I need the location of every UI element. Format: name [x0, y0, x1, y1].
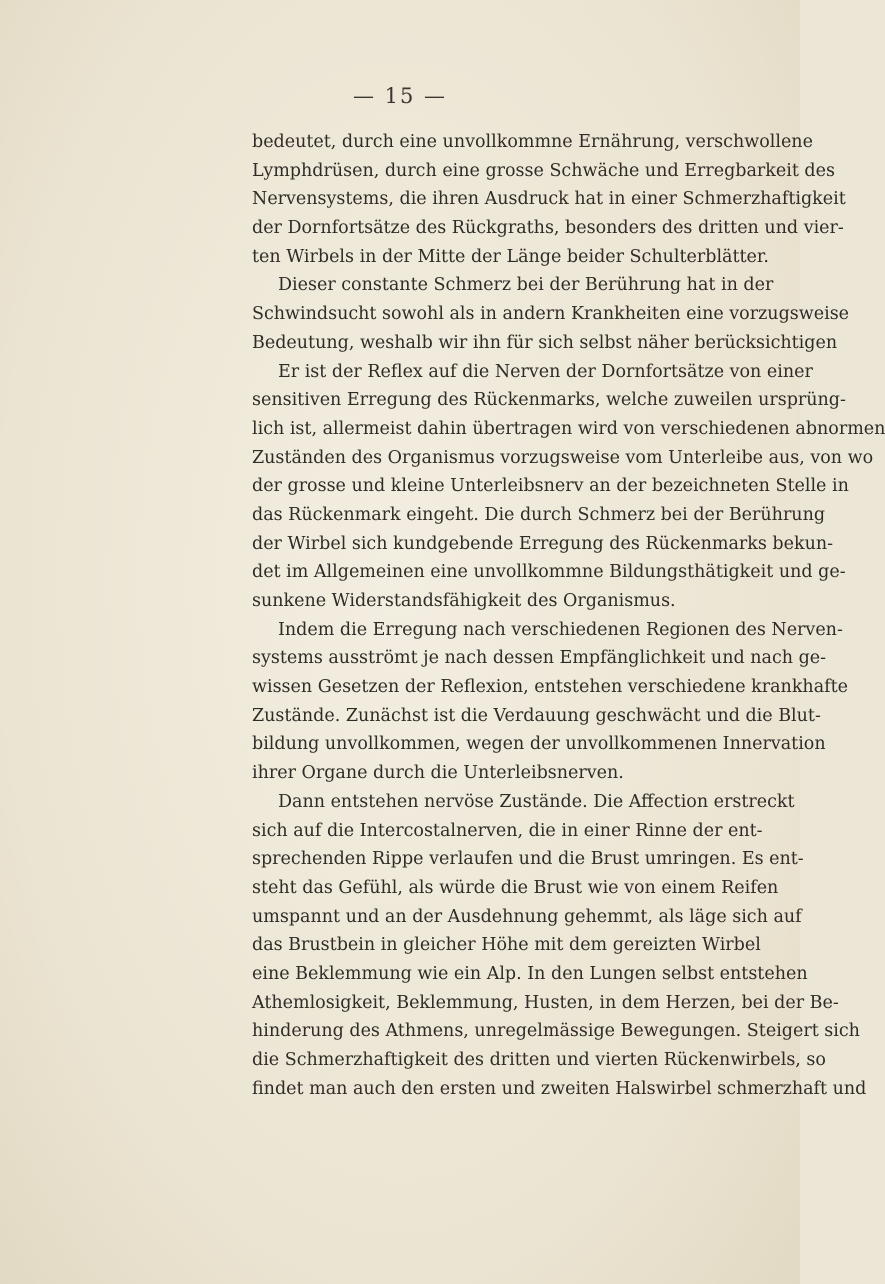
text-line: Schwindsucht sowohl als in andern Krankheiten eine vorzugsweise	[252, 304, 850, 325]
text-line: der Dornfortsätze des Rückgraths, besonders des dritten und vier-	[252, 218, 844, 239]
text-line: Bedeutung, weshalb wir ihn für sich selbst näher berücksichtigen	[252, 332, 838, 353]
text-line: sensitiven Erregung des Rückenmarks, welche zuweilen ursprüng-	[252, 390, 846, 411]
text-line: Lymphdrüsen, durch eine grosse Schwäche und Erregbarkeit des	[252, 160, 835, 181]
text-line: Athemlosigkeit, Beklemmung, Husten, in dem Herzen, bei der Be-	[252, 992, 839, 1013]
text-line: sprechenden Rippe verlaufen und die Brust umringen. Es ent-	[252, 849, 804, 870]
text-line: wissen Gesetzen der Reflexion, entstehen verschiedene krankhafte	[252, 677, 848, 698]
text-line: systems ausströmt je nach dessen Empfänglichkeit und nach ge-	[252, 648, 827, 669]
text-line: der grosse und kleine Unterleibsnerv an der bezeichneten Stelle in	[252, 476, 849, 497]
text-line: steht das Gefühl, als würde die Brust wie von einem Reifen	[252, 877, 779, 898]
text-line: bedeutet, durch eine unvollkommne Ernährung, verschwollene	[252, 132, 813, 152]
text-line: lich ist, allermeist dahin übertragen wird von verschiedenen abnormen	[252, 418, 885, 439]
text-line: Indem die Erregung nach verschiedenen Regionen des Nerven-	[278, 619, 843, 640]
text-line: Zuständen des Organismus vorzugsweise vom Unterleibe aus, von wo	[252, 447, 874, 468]
text-line: bildung unvollkommen, wegen der unvollkommenen Innervation	[252, 734, 826, 755]
text-line: det im Allgemeinen eine unvollkommne Bildungsthätigkeit und ge-	[252, 562, 846, 583]
text-line: Zustände. Zunächst ist die Verdauung geschwächt und die Blut-	[252, 705, 821, 726]
text-line: Dieser constante Schmerz bei der Berührung hat in der	[278, 275, 774, 296]
text-line: Nervensystems, die ihren Ausdruck hat in einer Schmerzhaftigkeit	[252, 189, 846, 210]
text-line: findet man auch den ersten und zweiten Halswirbel schmerzhaft und	[252, 1078, 867, 1099]
text-line: sich auf die Intercostalnerven, die in einer Rinne der ent-	[252, 820, 763, 841]
text-line: hinderung des Athmens, unregelmässige Bewegungen. Steigert sich	[252, 1021, 860, 1042]
text-line: Er ist der Reflex auf die Nerven der Dornfortsätze von einer	[278, 361, 813, 382]
text-line: umspannt und an der Ausdehnung gehemmt, als läge sich auf	[252, 906, 802, 927]
page-number: — 15 —	[352, 84, 448, 108]
text-line: Dann entstehen nervöse Zustände. Die Affection erstreckt	[278, 791, 795, 812]
body-text	[252, 128, 885, 1103]
text-line: ten Wirbels in der Mitte der Länge beider Schulterblätter.	[252, 246, 769, 267]
text-line: das Rückenmark eingeht. Die durch Schmerz bei der Berührung	[252, 504, 826, 525]
text-line: der Wirbel sich kundgebende Erregung des Rückenmarks bekun-	[252, 533, 834, 554]
text-line: sunkene Widerstandsfähigkeit des Organismus.	[252, 591, 676, 611]
text-line: die Schmerzhaftigkeit des dritten und vierten Rückenwirbels, so	[252, 1050, 826, 1070]
text-line: das Brustbein in gleicher Höhe mit dem gereizten Wirbel	[252, 935, 761, 956]
text-line: eine Beklemmung wie ein Alp. In den Lungen selbst entstehen	[252, 963, 808, 984]
text-line: ihrer Organe durch die Unterleibsnerven.	[252, 763, 624, 784]
